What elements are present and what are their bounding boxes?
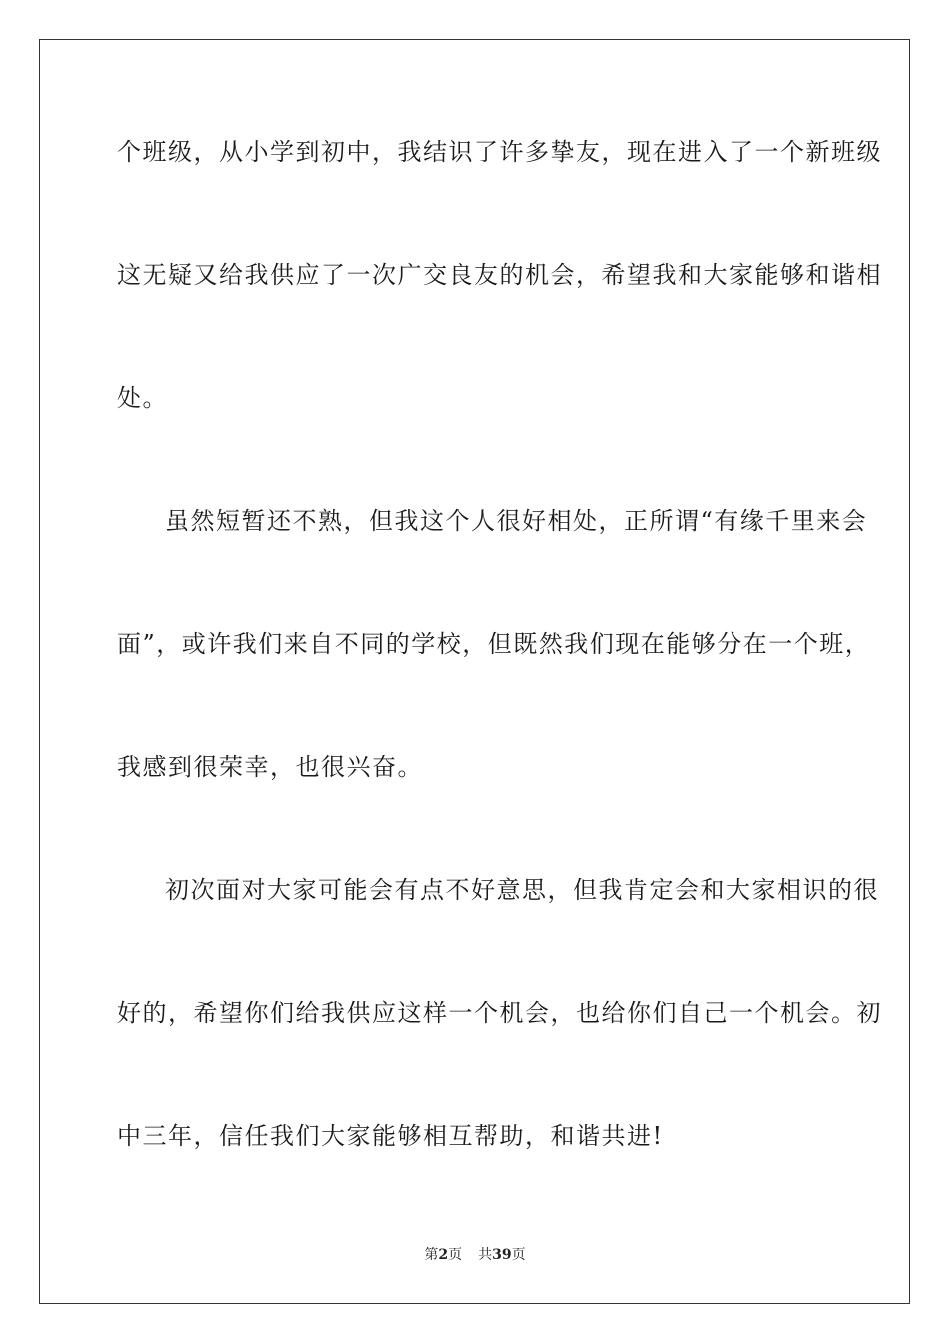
body-text-line-2: 这无疑又给我供应了一次广交良友的机会，希望我和大家能够和谐相 — [117, 261, 882, 289]
page-frame — [39, 39, 910, 1304]
total-suffix: 页 — [511, 1247, 526, 1263]
body-text-line-5: 面”，或许我们来自不同的学校，但既然我们现在能够分在一个班， — [117, 630, 871, 658]
body-text-line-4: 虽然短暂还不熟，但我这个人很好相处，正所谓“有缘千里来会 — [165, 507, 868, 535]
total-prefix: 共 — [478, 1247, 493, 1263]
body-text-line-6: 我感到很荣幸，也很兴奋。 — [117, 753, 423, 781]
page-footer — [0, 1246, 950, 1264]
page-prefix: 第 — [424, 1247, 439, 1263]
body-text-line-1: 个班级，从小学到初中，我结识了许多挚友，现在进入了一个新班级 — [117, 138, 882, 166]
body-text-line-9: 中三年，信任我们大家能够相互帮助，和谐共进! — [117, 1122, 664, 1150]
body-text-line-3: 处。 — [117, 384, 168, 412]
page-number: 2 — [438, 1247, 449, 1263]
body-text-line-8: 好的，希望你们给我供应这样一个机会，也给你们自己一个机会。初 — [117, 999, 882, 1027]
total-pages: 39 — [492, 1247, 512, 1263]
body-text-line-7: 初次面对大家可能会有点不好意思，但我肯定会和大家相识的很 — [165, 876, 879, 904]
page-suffix: 页 — [448, 1247, 463, 1263]
